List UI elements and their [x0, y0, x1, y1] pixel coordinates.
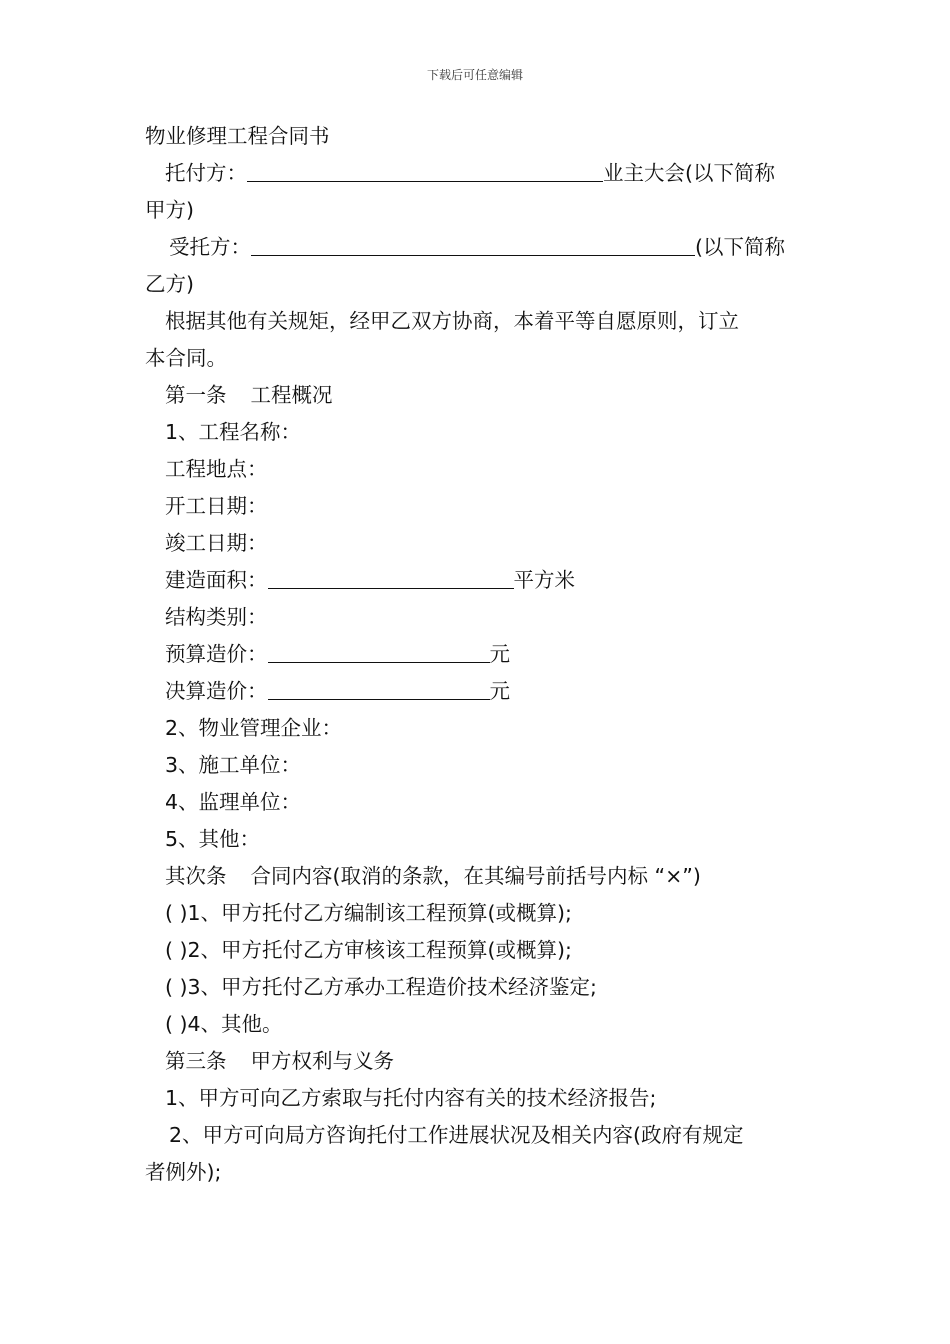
party-b-continuation: 乙方)	[145, 272, 194, 296]
intro-line-2: 本合同。	[145, 346, 227, 370]
party-a-blank	[247, 159, 603, 182]
structure-type: 结构类别：	[165, 605, 268, 629]
article-1-heading	[145, 377, 807, 414]
completion-date: 竣工日期：	[165, 531, 268, 555]
party-b-suffix: (以下简称	[695, 235, 785, 259]
party-b-blank	[251, 233, 695, 256]
budget-cost-unit: 元	[489, 642, 510, 666]
article-3-title: 甲方权利与义务	[250, 1049, 394, 1073]
project-location: 工程地点：	[165, 457, 268, 481]
contract-clause-1: ( )1、甲方托付乙方编制该工程预算(或概算);	[165, 901, 572, 925]
contract-clause-2: ( )2、甲方托付乙方审核该工程预算(或概算);	[165, 938, 572, 962]
article-1-title: 工程概况	[250, 383, 333, 407]
intro-line-1: 根据其他有关规矩，经甲乙双方协商，本着平等自愿原则，订立	[165, 309, 739, 333]
article-3-number: 第三条	[165, 1049, 227, 1073]
final-cost-label: 决算造价：	[165, 679, 268, 703]
building-area-unit: 平方米	[513, 568, 575, 592]
party-a-suffix: 业主大会(以下简称	[603, 161, 775, 185]
article-1-number: 第一条	[165, 383, 227, 407]
supervision-unit: 4、监理单位：	[165, 790, 302, 814]
building-area-blank	[268, 566, 514, 589]
other-item: 5、其他：	[165, 827, 261, 851]
contract-clause-3: ( )3、甲方托付乙方承办工程造价技术经济鉴定;	[165, 975, 597, 999]
final-cost-blank	[268, 677, 490, 700]
property-management-company: 2、物业管理企业：	[165, 716, 343, 740]
article-2-title: 合同内容(取消的条款，在其编号前括号内标 “×”)	[250, 864, 701, 888]
project-name: 1、工程名称：	[165, 420, 302, 444]
budget-cost-line	[145, 636, 807, 673]
document-title: 物业修理工程合同书	[145, 124, 330, 148]
budget-cost-label: 预算造价：	[165, 642, 268, 666]
final-cost-line	[145, 673, 807, 710]
building-area-label: 建造面积：	[165, 568, 268, 592]
contract-document	[145, 118, 807, 1191]
budget-cost-blank	[268, 640, 490, 663]
construction-unit: 3、施工单位：	[165, 753, 302, 777]
article-2-number: 其次条	[165, 864, 227, 888]
party-a-right-2-line-1: 2、甲方可向局方咨询托付工作进展状况及相关内容(政府有规定	[169, 1123, 744, 1147]
page-header: 下载后可任意编辑	[426, 68, 523, 82]
contract-clause-4: ( )4、其他。	[165, 1012, 283, 1036]
party-b-label: 受托方：	[169, 235, 251, 259]
building-area-line	[145, 562, 807, 599]
article-3-heading	[145, 1043, 807, 1080]
final-cost-unit: 元	[489, 679, 510, 703]
party-b-line	[145, 229, 807, 266]
party-a-continuation: 甲方)	[145, 198, 194, 222]
article-2-heading	[145, 858, 807, 895]
party-a-label: 托付方：	[165, 161, 247, 185]
party-a-right-2-line-2: 者例外);	[145, 1160, 222, 1184]
start-date: 开工日期：	[165, 494, 268, 518]
party-a-line	[145, 155, 807, 192]
party-a-right-1: 1、甲方可向乙方索取与托付内容有关的技术经济报告;	[165, 1086, 657, 1110]
